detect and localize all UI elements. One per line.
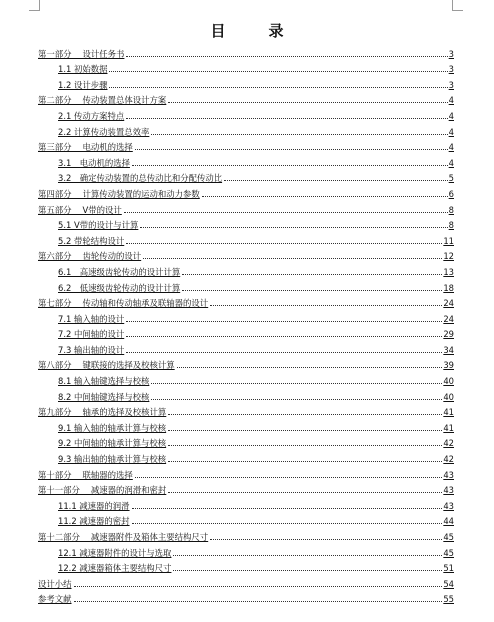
toc-subsection-entry[interactable] xyxy=(38,261,454,277)
toc-dot-leader xyxy=(124,212,448,213)
toc-entry-title[interactable]: 3.2 确定传动装置的总传动比和分配传动比 xyxy=(58,173,223,184)
toc-entry-title[interactable]: 1.2 设计步骤 xyxy=(58,79,108,90)
toc-dot-leader xyxy=(126,56,447,57)
toc-entry-title[interactable]: 8.2 中间轴键选择与校核 xyxy=(58,391,150,402)
toc-page-number[interactable]: 43 xyxy=(443,485,454,496)
toc-dot-leader xyxy=(151,134,447,135)
toc-dot-leader xyxy=(126,118,447,119)
toc-page-number[interactable]: 40 xyxy=(443,391,454,402)
toc-entry-title[interactable]: 8.1 输入轴键选择与校核 xyxy=(58,376,150,387)
table-of-contents xyxy=(38,43,454,604)
toc-page-number[interactable]: 34 xyxy=(443,344,454,355)
toc-subsection-entry[interactable] xyxy=(38,105,454,121)
toc-page-number[interactable]: 13 xyxy=(443,266,454,277)
toc-page-number[interactable]: 39 xyxy=(443,360,454,371)
toc-page-number[interactable]: 24 xyxy=(443,298,454,309)
toc-page-number[interactable]: 45 xyxy=(443,547,454,558)
toc-page-number[interactable]: 12 xyxy=(443,251,454,262)
toc-dot-leader xyxy=(168,102,447,103)
page-corner-mark-right xyxy=(452,0,463,11)
toc-entry-title[interactable]: 11.1 减速器的润滑 xyxy=(58,500,130,511)
toc-entry-title[interactable]: 第一部分 设计任务书 xyxy=(38,48,125,59)
toc-subsection-entry[interactable] xyxy=(38,324,454,340)
toc-dot-leader xyxy=(132,523,443,524)
toc-entry-title[interactable]: 12.1 减速器附件的设计与选取 xyxy=(58,547,172,558)
toc-dot-leader xyxy=(126,336,442,337)
toc-page-number[interactable]: 6 xyxy=(448,188,454,199)
toc-dot-leader xyxy=(126,352,442,353)
toc-page-number[interactable]: 18 xyxy=(443,282,454,293)
toc-entry-title[interactable]: 7.3 输出轴的设计 xyxy=(58,344,125,355)
toc-entry-title[interactable]: 第二部分 传动装置总体设计方案 xyxy=(38,95,167,106)
toc-entry-title[interactable]: 参考文献 xyxy=(38,594,72,605)
toc-entry-title[interactable]: 2.1 传动方案特点 xyxy=(58,110,125,121)
toc-dot-leader xyxy=(74,601,443,602)
toc-page-number[interactable]: 4 xyxy=(448,110,454,121)
toc-subsection-entry[interactable] xyxy=(38,448,454,464)
toc-entry-title[interactable]: 第十一部分 减速器的润滑和密封 xyxy=(38,485,167,496)
toc-entry-title[interactable]: 1.1 初始数据 xyxy=(58,64,108,75)
toc-dot-leader xyxy=(126,243,442,244)
toc-section-entry[interactable] xyxy=(38,573,454,589)
toc-dot-leader xyxy=(74,586,443,587)
toc-section-entry[interactable] xyxy=(38,183,454,199)
toc-page-number[interactable]: 5 xyxy=(448,173,454,184)
toc-subsection-entry[interactable] xyxy=(38,558,454,574)
toc-page-number[interactable]: 54 xyxy=(443,578,454,589)
toc-section-entry[interactable] xyxy=(38,293,454,309)
toc-subsection-entry[interactable] xyxy=(38,542,454,558)
toc-dot-leader xyxy=(173,555,442,556)
toc-entry-title[interactable]: 12.2 减速器箱体主要结构尺寸 xyxy=(58,563,172,574)
toc-section-entry[interactable] xyxy=(38,246,454,262)
toc-dot-leader xyxy=(109,71,447,72)
toc-page-number[interactable]: 45 xyxy=(443,532,454,542)
toc-subsection-entry[interactable] xyxy=(38,511,454,527)
toc-page-number[interactable]: 3 xyxy=(448,48,454,59)
toc-entry-title[interactable]: 5.1 V带的设计与计算 xyxy=(58,220,139,231)
toc-page-number[interactable]: 4 xyxy=(448,126,454,137)
toc-entry-title[interactable]: 第八部分 键联接的选择及校核计算 xyxy=(38,360,175,371)
toc-page-number[interactable]: 11 xyxy=(443,235,454,246)
toc-section-entry[interactable] xyxy=(38,526,454,542)
toc-entry-title[interactable]: 7.2 中间轴的设计 xyxy=(58,329,125,340)
toc-section-entry[interactable] xyxy=(38,355,454,371)
toc-subsection-entry[interactable] xyxy=(38,121,454,137)
toc-dot-leader xyxy=(132,165,448,166)
toc-page-number[interactable]: 8 xyxy=(448,220,454,231)
toc-dot-leader xyxy=(168,414,442,415)
toc-page-number[interactable]: 41 xyxy=(443,407,454,418)
toc-entry-title[interactable]: 第九部分 轴承的选择及校核计算 xyxy=(38,407,167,418)
toc-entry-title[interactable]: 第四部分 计算传动装置的运动和动力参数 xyxy=(38,188,200,199)
toc-dot-leader xyxy=(168,445,442,446)
toc-page-number[interactable]: 4 xyxy=(448,142,454,153)
toc-dot-leader xyxy=(135,149,448,150)
toc-dot-leader xyxy=(168,461,442,462)
toc-page-number[interactable]: 4 xyxy=(448,95,454,106)
toc-page-number[interactable]: 3 xyxy=(448,64,454,75)
toc-entry-title[interactable]: 第五部分 V带的设计 xyxy=(38,204,122,215)
page-corner-mark-left xyxy=(29,0,40,11)
toc-page-number[interactable]: 3 xyxy=(448,79,454,90)
toc-section-entry[interactable] xyxy=(38,137,454,153)
toc-entry-title[interactable]: 5.2 带轮结构设计 xyxy=(58,235,125,246)
toc-dot-leader xyxy=(224,180,448,181)
toc-dot-leader xyxy=(168,430,442,431)
toc-subsection-entry[interactable] xyxy=(38,433,454,449)
toc-subsection-entry[interactable] xyxy=(38,495,454,511)
toc-page-number[interactable]: 43 xyxy=(443,469,454,480)
toc-subsection-entry[interactable] xyxy=(38,74,454,90)
toc-section-entry[interactable] xyxy=(38,90,454,106)
toc-dot-leader xyxy=(168,492,442,493)
toc-page-number[interactable]: 42 xyxy=(443,438,454,449)
toc-entry-title[interactable]: 第七部分 传动轴和传动轴承及联轴器的设计 xyxy=(38,298,209,309)
toc-dot-leader xyxy=(151,399,442,400)
toc-page-number[interactable]: 40 xyxy=(443,376,454,387)
toc-subsection-entry[interactable] xyxy=(38,168,454,184)
toc-entry-title[interactable]: 3.1 电动机的选择 xyxy=(58,157,130,168)
toc-dot-leader xyxy=(173,570,442,571)
toc-entry-title[interactable]: 第十部分 联轴器的选择 xyxy=(38,469,133,480)
toc-dot-leader xyxy=(210,539,442,540)
toc-page-number[interactable]: 44 xyxy=(443,516,454,527)
toc-entry-title[interactable]: 第十二部分 减速器附件及箱体主要结构尺寸 xyxy=(38,532,209,542)
toc-page-number[interactable]: 29 xyxy=(443,329,454,340)
toc-dot-leader xyxy=(126,321,442,322)
toc-entry-title[interactable]: 9.2 中间轴的轴承计算与校核 xyxy=(58,438,167,449)
toc-entry-title[interactable]: 2.2 计算传动装置总效率 xyxy=(58,126,150,137)
toc-section-entry[interactable] xyxy=(38,43,454,59)
toc-section-entry[interactable] xyxy=(38,199,454,215)
toc-dot-leader xyxy=(143,258,442,259)
toc-dot-leader xyxy=(140,227,447,228)
toc-dot-leader xyxy=(182,290,442,291)
toc-subsection-entry[interactable] xyxy=(38,59,454,75)
toc-title: 目 录 xyxy=(210,22,298,40)
toc-subsection-entry[interactable] xyxy=(38,230,454,246)
toc-dot-leader xyxy=(135,477,443,478)
toc-page-number[interactable]: 41 xyxy=(443,422,454,433)
toc-section-entry[interactable] xyxy=(38,402,454,418)
toc-entry-title[interactable]: 设计小结 xyxy=(38,578,72,589)
toc-dot-leader xyxy=(177,367,443,368)
toc-page-number[interactable]: 24 xyxy=(443,313,454,324)
toc-entry-title[interactable]: 第六部分 齿轮传动的设计 xyxy=(38,251,142,262)
toc-page-number[interactable]: 8 xyxy=(448,204,454,215)
toc-subsection-entry[interactable] xyxy=(38,417,454,433)
toc-dot-leader xyxy=(182,274,442,275)
toc-section-entry[interactable] xyxy=(38,464,454,480)
toc-dot-leader xyxy=(202,196,448,197)
toc-page-number[interactable]: 55 xyxy=(443,594,454,605)
toc-subsection-entry[interactable] xyxy=(38,152,454,168)
toc-page-number[interactable]: 42 xyxy=(443,454,454,465)
toc-entry-title[interactable]: 6.2 低速级齿轮传动的设计计算 xyxy=(58,282,181,293)
toc-subsection-entry[interactable] xyxy=(38,277,454,293)
toc-dot-leader xyxy=(132,508,443,509)
toc-dot-leader xyxy=(109,87,447,88)
toc-entry-title[interactable]: 第三部分 电动机的选择 xyxy=(38,142,133,153)
toc-section-entry[interactable] xyxy=(38,480,454,496)
toc-subsection-entry[interactable] xyxy=(38,215,454,231)
toc-page-number[interactable]: 43 xyxy=(443,500,454,511)
toc-section-entry[interactable] xyxy=(38,589,454,605)
toc-subsection-entry[interactable] xyxy=(38,339,454,355)
toc-entry-title[interactable]: 6.1 高速级齿轮传动的设计计算 xyxy=(58,266,181,277)
toc-entry-title[interactable]: 9.1 输入轴的轴承计算与校核 xyxy=(58,422,167,433)
toc-dot-leader xyxy=(151,383,442,384)
toc-subsection-entry[interactable] xyxy=(38,308,454,324)
toc-entry-title[interactable]: 7.1 输入轴的设计 xyxy=(58,313,125,324)
toc-dot-leader xyxy=(210,305,442,306)
toc-page-number[interactable]: 51 xyxy=(443,563,454,574)
toc-subsection-entry[interactable] xyxy=(38,370,454,386)
toc-subsection-entry[interactable] xyxy=(38,386,454,402)
toc-entry-title[interactable]: 9.3 输出轴的轴承计算与校核 xyxy=(58,454,167,465)
toc-entry-title[interactable]: 11.2 减速器的密封 xyxy=(58,516,130,527)
toc-page-number[interactable]: 4 xyxy=(448,157,454,168)
